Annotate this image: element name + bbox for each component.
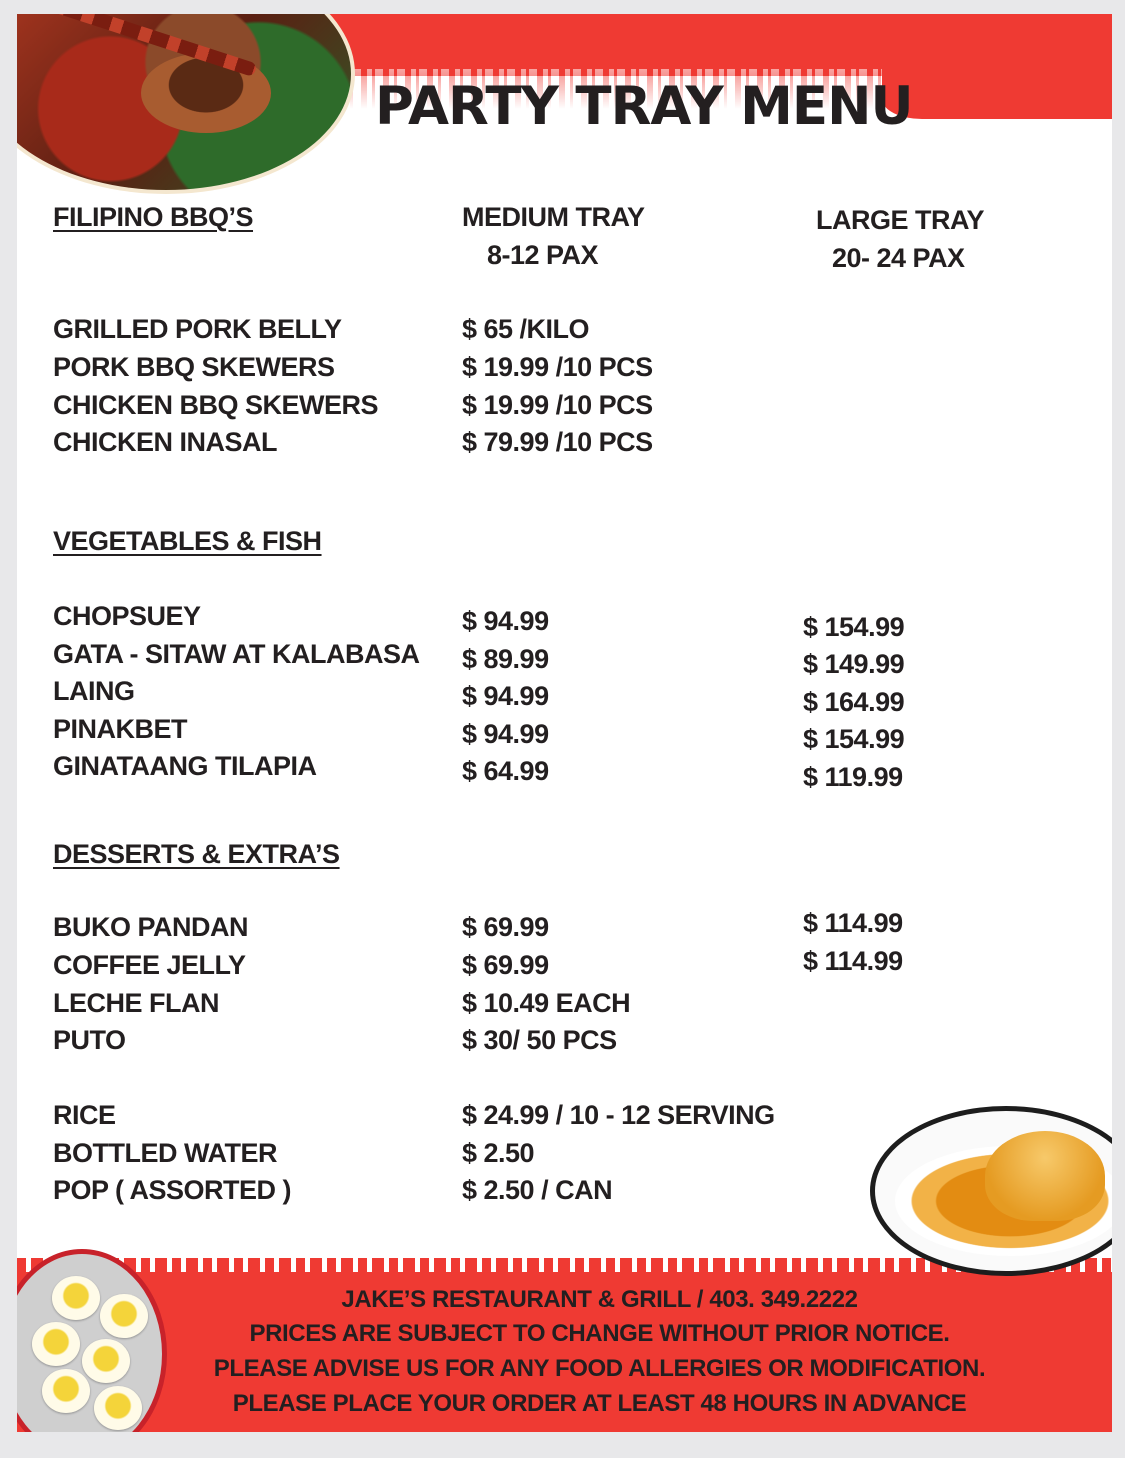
item-name: GRILLED PORK BELLY [53,314,342,344]
item-name: RICE [53,1100,116,1130]
footer-allergy-note: PLEASE ADVISE US FOR ANY FOOD ALLERGIES OR MODIFICATION. [213,1355,986,1382]
large-tray-header: LARGE TRAY [816,205,985,235]
menu-page [17,14,1112,1432]
item-name: LECHE FLAN [53,988,219,1018]
item-medium-price: $ 2.50 / CAN [462,1175,613,1205]
item-name: PORK BBQ SKEWERS [53,352,335,382]
item-name: CHOPSUEY [53,601,201,631]
item-name: CHICKEN INASAL [53,427,278,457]
item-large-price: $ 154.99 [803,724,905,754]
item-name: PUTO [53,1025,126,1055]
leche-flan-photo [870,1106,1112,1276]
item-name: CHICKEN BBQ SKEWERS [53,390,379,420]
section-title-bbq: FILIPINO BBQ’S [53,202,254,232]
item-medium-price: $ 24.99 / 10 - 12 SERVING [462,1100,775,1130]
item-name: PINAKBET [53,714,188,744]
item-medium-price: $ 30/ 50 PCS [462,1025,617,1055]
skewer-shape [34,14,257,77]
item-medium-price: $ 94.99 [462,681,549,711]
item-large-price: $ 164.99 [803,687,905,717]
item-medium-price: $ 69.99 [462,912,549,942]
item-name: COFFEE JELLY [53,950,246,980]
item-large-price: $ 149.99 [803,649,905,679]
item-medium-price: $ 10.49 EACH [462,988,631,1018]
item-name: GINATAANG TILAPIA [53,751,317,781]
item-name: GATA - SITAW AT KALABASA [53,639,420,669]
item-medium-price: $ 19.99 /10 PCS [462,390,653,420]
bbq-skewers-photo [17,14,355,194]
medium-tray-header: MEDIUM TRAY [462,202,645,232]
item-medium-price: $ 79.99 /10 PCS [462,427,653,457]
item-large-price: $ 119.99 [803,762,903,792]
section-title-veg: VEGETABLES & FISH [53,526,322,556]
item-medium-price: $ 69.99 [462,950,549,980]
flan-shape [985,1131,1105,1221]
medium-tray-pax: 8-12 PAX [487,240,599,270]
item-name: POP ( ASSORTED ) [53,1175,292,1205]
large-tray-pax: 20- 24 PAX [832,243,965,273]
footer-notice: PRICES ARE SUBJECT TO CHANGE WITHOUT PRIOR NOTICE. [249,1320,950,1347]
item-name: LAING [53,676,135,706]
section-title-desserts: DESSERTS & EXTRA’S [53,839,340,869]
item-medium-price: $ 89.99 [462,644,549,674]
item-medium-price: $ 64.99 [462,756,549,786]
item-medium-price: $ 19.99 /10 PCS [462,352,653,382]
top-brush-right [882,64,1112,119]
item-medium-price: $ 2.50 [462,1138,535,1168]
item-name: BOTTLED WATER [53,1138,277,1168]
item-medium-price: $ 65 /KILO [462,314,590,344]
item-large-price: $ 114.99 [803,946,903,976]
item-name: BUKO PANDAN [53,912,248,942]
item-medium-price: $ 94.99 [462,606,549,636]
item-medium-price: $ 94.99 [462,719,549,749]
item-large-price: $ 114.99 [803,908,903,938]
footer-order-note: PLEASE PLACE YOUR ORDER AT LEAST 48 HOURS IN ADVANCE [232,1390,967,1417]
footer-contact: JAKE’S RESTAURANT & GRILL / 403. 349.2222 [341,1286,858,1313]
page-title: PARTY TRAY MENU [375,76,913,137]
item-large-price: $ 154.99 [803,612,905,642]
